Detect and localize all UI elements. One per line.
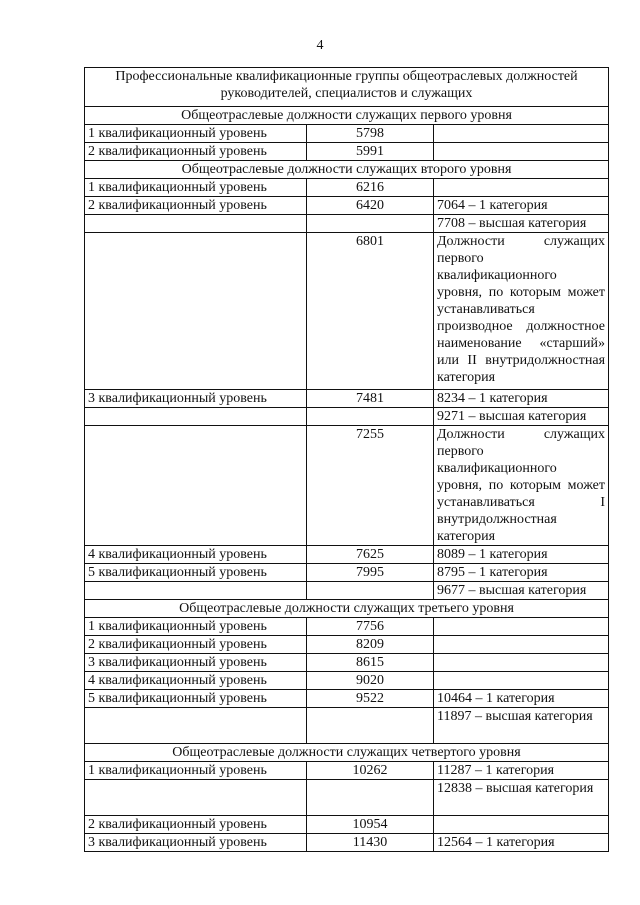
level-cell: 2 квалификационный уровень <box>85 197 307 215</box>
salary-cell: 8209 <box>307 636 434 654</box>
level-cell <box>85 582 307 600</box>
salary-cell: 7756 <box>307 618 434 636</box>
table-row <box>85 125 609 143</box>
note-cell: 7708 – высшая категория <box>434 215 609 233</box>
salary-cell: 7995 <box>307 564 434 582</box>
level-cell: 2 квалификационный уровень <box>85 143 307 161</box>
note-cell: 11287 – 1 категория <box>434 762 609 780</box>
level-cell: 2 квалификационный уровень <box>85 636 307 654</box>
table-row <box>85 762 609 780</box>
salary-cell <box>307 708 434 744</box>
section-title: Общеотраслевые должности служащих четвертого уровня <box>85 744 609 762</box>
table-row <box>85 233 609 390</box>
level-cell: 3 квалификационный уровень <box>85 834 307 852</box>
note-cell: 7064 – 1 категория <box>434 197 609 215</box>
salary-cell: 10954 <box>307 816 434 834</box>
note-cell: 9271 – высшая категория <box>434 408 609 426</box>
note-cell <box>434 179 609 197</box>
salary-cell: 8615 <box>307 654 434 672</box>
note-cell: 8795 – 1 категория <box>434 564 609 582</box>
level-cell <box>85 215 307 233</box>
table-row <box>85 197 609 215</box>
table-row <box>85 390 609 408</box>
table-row <box>85 834 609 852</box>
salary-cell: 9522 <box>307 690 434 708</box>
note-cell <box>434 672 609 690</box>
salary-cell: 6801 <box>307 233 434 390</box>
note-cell <box>434 618 609 636</box>
section-header-row <box>85 107 609 125</box>
section-title: Общеотраслевые должности служащих первого уровня <box>85 107 609 125</box>
note-cell: 12838 – высшая категория <box>434 780 609 816</box>
salary-table <box>84 67 609 852</box>
table-row <box>85 636 609 654</box>
salary-cell: 7255 <box>307 426 434 546</box>
level-cell: 3 квалификационный уровень <box>85 390 307 408</box>
note-cell <box>434 143 609 161</box>
level-cell: 1 квалификационный уровень <box>85 125 307 143</box>
level-cell <box>85 780 307 816</box>
table-row <box>85 816 609 834</box>
table-row <box>85 582 609 600</box>
page-number: 4 <box>316 38 324 53</box>
salary-cell: 5798 <box>307 125 434 143</box>
table-row <box>85 654 609 672</box>
level-cell: 4 квалификационный уровень <box>85 672 307 690</box>
salary-cell: 7481 <box>307 390 434 408</box>
note-cell: Должности служащих первого квалификационного уровня, по которым может устанавливаться производное должностное наименование «старший» или II внутридолжностная категория <box>434 233 609 390</box>
table-row <box>85 690 609 708</box>
note-cell: 11897 – высшая категория <box>434 708 609 744</box>
section-header-row <box>85 161 609 179</box>
note-cell <box>434 816 609 834</box>
note-cell: 12564 – 1 категория <box>434 834 609 852</box>
salary-cell: 6216 <box>307 179 434 197</box>
salary-cell <box>307 582 434 600</box>
section-header-row <box>85 600 609 618</box>
level-cell: 5 квалификационный уровень <box>85 564 307 582</box>
level-cell: 5 квалификационный уровень <box>85 690 307 708</box>
table-row <box>85 708 609 744</box>
level-cell: 3 квалификационный уровень <box>85 654 307 672</box>
note-cell <box>434 125 609 143</box>
level-cell: 1 квалификационный уровень <box>85 618 307 636</box>
level-cell: 1 квалификационный уровень <box>85 762 307 780</box>
level-cell: 4 квалификационный уровень <box>85 546 307 564</box>
note-cell: Должности служащих первого квалификационного уровня, по которым может устанавливаться I внутридолжностная категория <box>434 426 609 546</box>
table-row <box>85 546 609 564</box>
salary-cell: 5991 <box>307 143 434 161</box>
table-row <box>85 618 609 636</box>
salary-cell: 7625 <box>307 546 434 564</box>
section-title: Общеотраслевые должности служащих второго уровня <box>85 161 609 179</box>
note-cell <box>434 636 609 654</box>
level-cell <box>85 233 307 390</box>
level-cell: 1 квалификационный уровень <box>85 179 307 197</box>
section-title: Общеотраслевые должности служащих третьего уровня <box>85 600 609 618</box>
table-row <box>85 426 609 546</box>
table-title: Профессиональные квалификационные группы общеотраслевых должностей руководителей, специалистов и служащих <box>85 68 609 107</box>
table-title-row <box>85 68 609 107</box>
note-cell: 9677 – высшая категория <box>434 582 609 600</box>
table-row <box>85 564 609 582</box>
table-row <box>85 143 609 161</box>
note-cell: 10464 – 1 категория <box>434 690 609 708</box>
salary-cell: 11430 <box>307 834 434 852</box>
salary-cell <box>307 408 434 426</box>
level-cell: 2 квалификационный уровень <box>85 816 307 834</box>
salary-cell: 9020 <box>307 672 434 690</box>
note-cell <box>434 654 609 672</box>
salary-cell <box>307 780 434 816</box>
table-row <box>85 780 609 816</box>
salary-cell: 6420 <box>307 197 434 215</box>
section-header-row <box>85 744 609 762</box>
table-row <box>85 215 609 233</box>
table-row <box>85 408 609 426</box>
salary-cell: 10262 <box>307 762 434 780</box>
table-row <box>85 672 609 690</box>
salary-cell <box>307 215 434 233</box>
level-cell <box>85 426 307 546</box>
level-cell <box>85 408 307 426</box>
level-cell <box>85 708 307 744</box>
note-cell: 8089 – 1 категория <box>434 546 609 564</box>
note-cell: 8234 – 1 категория <box>434 390 609 408</box>
table-row <box>85 179 609 197</box>
